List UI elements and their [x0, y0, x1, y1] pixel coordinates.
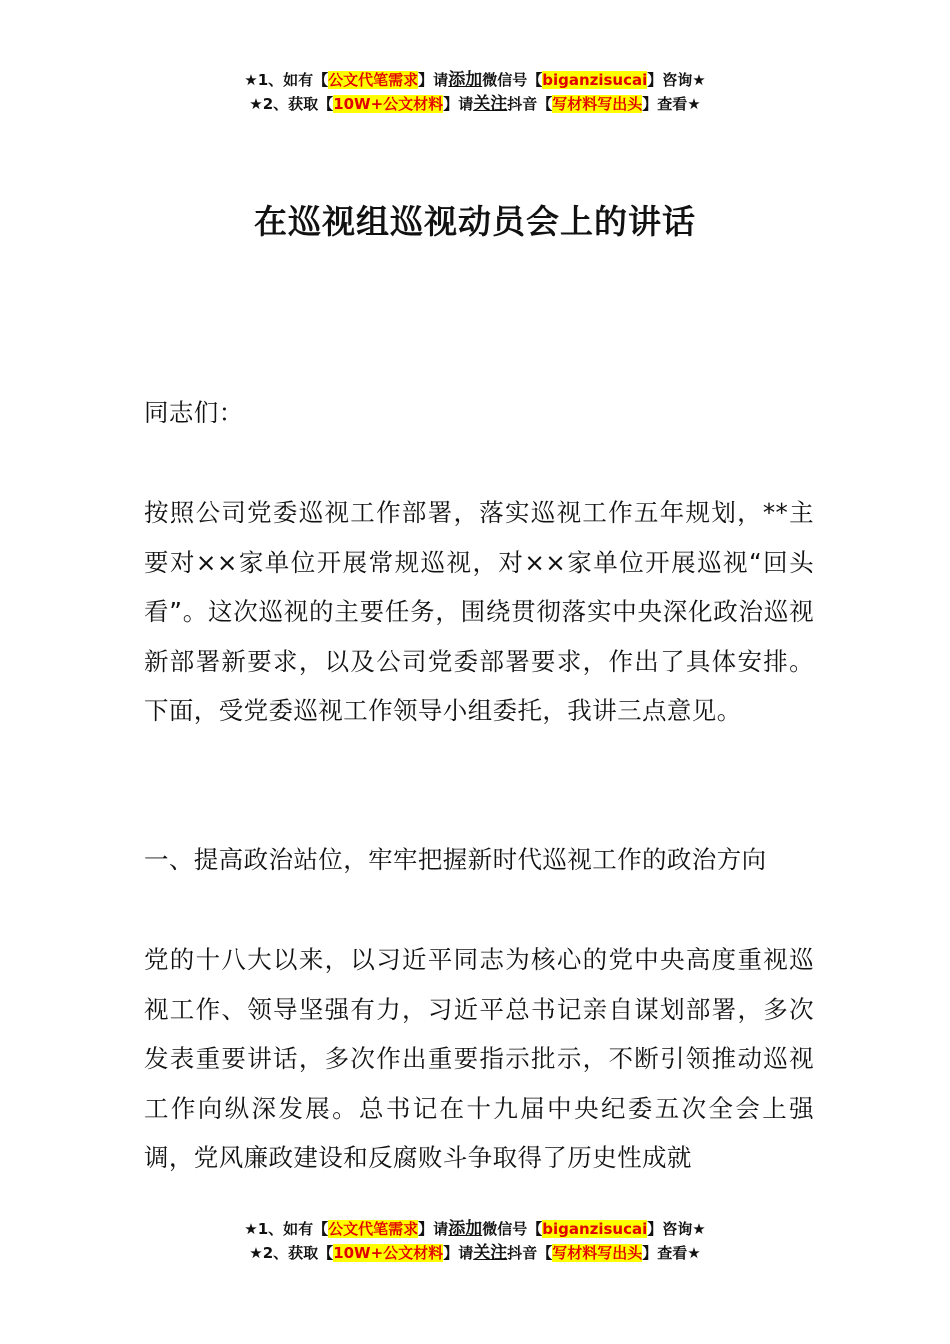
banner-text: ★1、如有【 [244, 71, 329, 89]
banner-text: 抖音【 [507, 1244, 553, 1262]
section-heading: 一、提高政治站位，牢牢把握新时代巡视工作的政治方向 [144, 845, 767, 874]
paragraph: 按照公司党委巡视工作部署，落实巡视工作五年规划，**主要对××家单位开展常规巡视，对××家单位开展巡视“回头看”。这次巡视的主要任务，围绕贯彻落实中央深化政治巡视新部署新要求，以及公司党委部署要求，作出了具体安排。下面，受党委巡视工作领导小组委托，我讲三点意见。 [144, 498, 814, 726]
banner-text: ★1、如有【 [244, 1220, 329, 1238]
banner-text: 】请 [443, 1244, 474, 1262]
underlined-word: 添加 [448, 1219, 483, 1239]
banner-text: 】咨询★ [647, 71, 706, 89]
highlight-materials: 10W+公文材料 [333, 95, 444, 113]
highlight-douyin-account: 写材料写出头 [552, 95, 643, 113]
banner-line-2 [0, 92, 950, 116]
footer-banner [0, 1217, 950, 1265]
highlight-service: 公文代笔需求 [328, 71, 419, 89]
banner-text: 】咨询★ [647, 1220, 706, 1238]
highlight-douyin-account: 写材料写出头 [552, 1244, 643, 1262]
banner-text: 】请 [418, 71, 449, 89]
banner-text: ★2、获取【 [249, 95, 334, 113]
header-banner [0, 68, 950, 116]
banner-text: 微信号【 [482, 71, 543, 89]
banner-text: ★2、获取【 [249, 1244, 334, 1262]
highlight-wechat-id: biganzisucai [542, 71, 648, 89]
highlight-service: 公文代笔需求 [328, 1220, 419, 1238]
paragraph: 党的十八大以来，以习近平同志为核心的党中央高度重视巡视工作、领导坚强有力，习近平总书记亲自谋划部署，多次发表重要讲话，多次作出重要指示批示，不断引领推动巡视工作向纵深发展。总书记在十九届中央纪委五次全会上强调，党风廉政建设和反腐败斗争取得了历史性成就 [144, 945, 814, 1173]
banner-text: 】查看★ [642, 1244, 701, 1262]
banner-line-1 [0, 1217, 950, 1241]
underlined-word: 添加 [448, 70, 483, 90]
highlight-wechat-id: biganzisucai [542, 1220, 648, 1238]
banner-text: 微信号【 [482, 1220, 543, 1238]
banner-line-2 [0, 1241, 950, 1265]
banner-text: 】请 [443, 95, 474, 113]
banner-line-1 [0, 68, 950, 92]
highlight-materials: 10W+公文材料 [333, 1244, 444, 1262]
salutation: 同志们： [144, 398, 244, 427]
banner-text: 抖音【 [507, 95, 553, 113]
document-title: 在巡视组巡视动员会上的讲话 [254, 202, 696, 241]
underlined-word: 关注 [473, 1243, 508, 1263]
banner-text: 】查看★ [642, 95, 701, 113]
underlined-word: 关注 [473, 94, 508, 114]
banner-text: 】请 [418, 1220, 449, 1238]
